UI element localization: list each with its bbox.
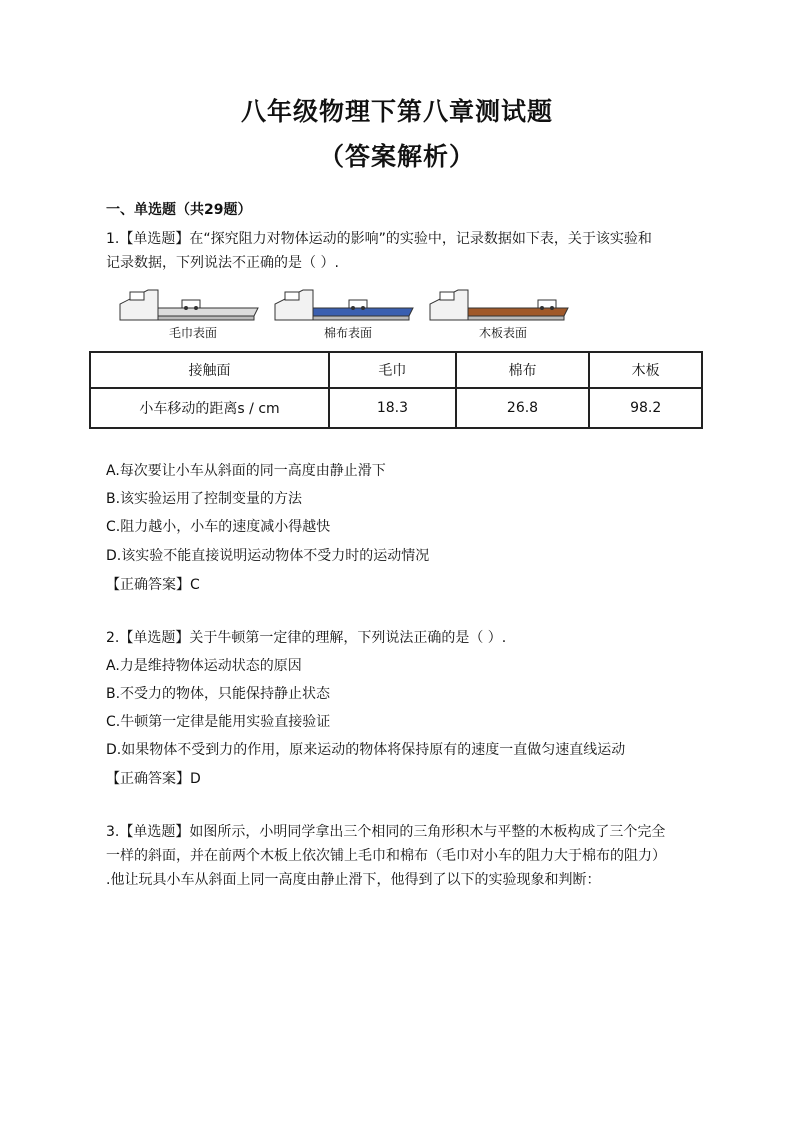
table-cell: 18.3 bbox=[329, 388, 456, 428]
table-header-cell: 接触面 bbox=[90, 352, 329, 388]
section-heading: 一、单选题（共29题） bbox=[106, 202, 252, 218]
q3-stem-line2: 一样的斜面，并在前两个木板上依次铺上毛巾和棉布（毛巾对小车的阻力大于棉布的阻力） bbox=[106, 848, 666, 864]
q1-data-table bbox=[89, 351, 703, 429]
towel-ramp-illustration bbox=[118, 286, 260, 322]
table-cell: 98.2 bbox=[589, 388, 702, 428]
figure-cloth bbox=[273, 286, 423, 342]
q1-option-d: D.该实验不能直接说明运动物体不受力时的运动情况 bbox=[106, 548, 430, 564]
table-cell: 26.8 bbox=[456, 388, 590, 428]
q2-stem: 2.【单选题】关于牛顿第一定律的理解，下列说法正确的是（ ）. bbox=[106, 630, 507, 646]
q2-option-c: C.牛顿第一定律是能用实验直接验证 bbox=[106, 714, 331, 730]
figure-label-cloth: 棉布表面 bbox=[323, 326, 372, 340]
figure-label-towel: 毛巾表面 bbox=[168, 326, 217, 340]
q2-answer: 【正确答案】D bbox=[106, 771, 201, 787]
q3-stem-line3: .他让玩具小车从斜面上同一高度由静止滑下，他得到了以下的实验现象和判断： bbox=[106, 872, 601, 888]
table-header-cell: 毛巾 bbox=[329, 352, 456, 388]
page-title: 八年级物理下第八章测试题 bbox=[240, 97, 553, 126]
cloth-ramp-illustration bbox=[273, 286, 415, 322]
figure-towel bbox=[118, 286, 268, 342]
q2-option-a: A.力是维持物体运动状态的原因 bbox=[106, 658, 302, 674]
wood-ramp-illustration bbox=[428, 286, 570, 322]
figure-label-wood: 木板表面 bbox=[478, 326, 527, 340]
q1-option-a: A.每次要让小车从斜面的同一高度由静止滑下 bbox=[106, 463, 386, 479]
table-row bbox=[90, 388, 702, 428]
table-header-cell: 木板 bbox=[589, 352, 702, 388]
q1-stem-line1: 1.【单选题】在“探究阻力对物体运动的影响”的实验中，记录数据如下表，关于该实验和 bbox=[106, 231, 652, 247]
q2-option-b: B.不受力的物体，只能保持静止状态 bbox=[106, 686, 331, 702]
q1-figures bbox=[118, 286, 578, 342]
figure-wood bbox=[428, 286, 578, 342]
q1-stem-line2: 记录数据，下列说法不正确的是（ ）. bbox=[106, 255, 339, 271]
table-cell: 小车移动的距离s / cm bbox=[90, 388, 329, 428]
q1-option-b: B.该实验运用了控制变量的方法 bbox=[106, 491, 303, 507]
q1-answer: 【正确答案】C bbox=[106, 577, 200, 593]
q2-option-d: D.如果物体不受到力的作用，原来运动的物体将保持原有的速度一直做匀速直线运动 bbox=[106, 742, 626, 758]
table-header-cell: 棉布 bbox=[456, 352, 590, 388]
q1-option-c: C.阻力越小，小车的速度减小得越快 bbox=[106, 519, 331, 535]
table-header-row bbox=[90, 352, 702, 388]
q3-stem-line1: 3.【单选题】如图所示，小明同学拿出三个相同的三角形积木与平整的木板构成了三个完全 bbox=[106, 824, 666, 840]
page-subtitle: （答案解析） bbox=[318, 142, 475, 171]
